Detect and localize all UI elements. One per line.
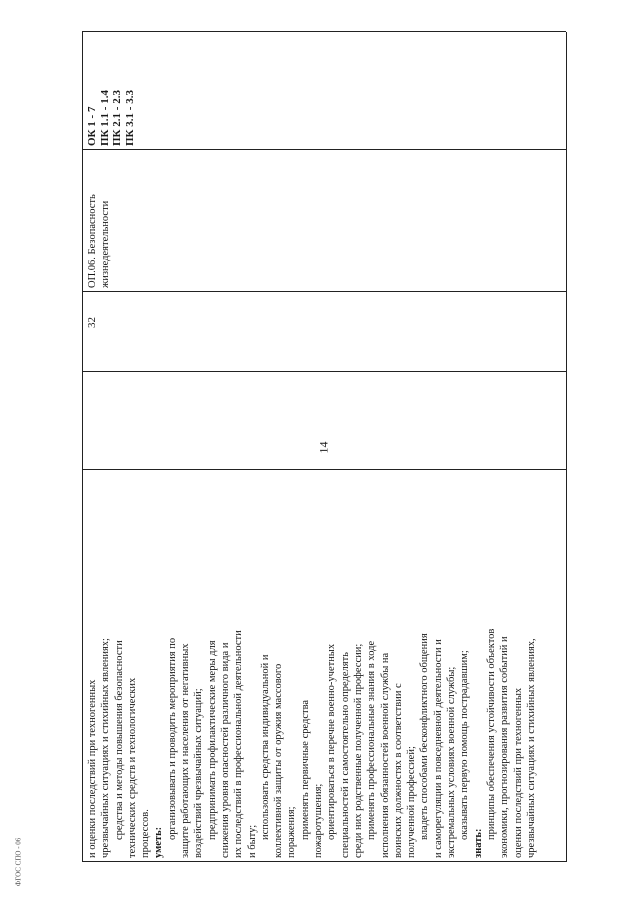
content-line: применять первичные средства [299, 699, 311, 840]
content-line: поражения; [286, 806, 298, 858]
content-line: использовать средства индивидуальной и [259, 654, 271, 840]
content-line: оказывать первую помощь пострадавшим; [459, 650, 471, 840]
content-line: средства и методы повышения безопасности [113, 640, 125, 840]
footer-code: ФГОС СПО - 06 [14, 837, 23, 887]
table-column-divider [82, 469, 566, 470]
table-column-divider [82, 371, 566, 372]
content-line: владеть способами бесконфликтного общения [419, 633, 431, 840]
content-line: технических средств и технологических [126, 677, 138, 858]
content-line: пожаротушения; [313, 783, 325, 858]
rotated-table-block [82, 32, 566, 862]
content-cell [86, 472, 538, 858]
competency-code: ПК 3.1 - 3.3 [123, 90, 136, 146]
content-line: и быту; [246, 824, 258, 858]
content-line: полученной профессией; [406, 746, 418, 858]
subject-name: ОП.06. Безопасность жизнедеятельности [87, 194, 111, 288]
table-border-left [82, 861, 566, 862]
table-column-divider [82, 149, 566, 150]
hours-value: 32 [86, 317, 98, 328]
content-line: организовывать и проводить мероприятия по [166, 637, 178, 840]
competency-code: ОК 1 - 7 [86, 106, 98, 146]
competency-codes [86, 36, 136, 146]
content-line: среди них родственные полученной профессии; [352, 643, 364, 858]
table-column-divider [82, 291, 566, 292]
content-line: применять профессиональные знания в ходе [366, 640, 378, 840]
content-line: исполнения обязанностей военной службы на [379, 652, 391, 858]
content-line: уметь: [153, 826, 165, 858]
content-line: защите работающих и населения от негативных [180, 643, 192, 858]
content-line: и саморегуляции в повседневной деятельности и [432, 639, 444, 858]
content-line: ориентироваться в перечне военно-учетных [326, 643, 338, 840]
competency-code: ПК 1.1 - 1.4 [98, 90, 111, 146]
content-line: их последствий в профессиональной деятельности [233, 630, 245, 858]
content-line: специальностей и самостоятельно определять [339, 652, 351, 858]
content-line: процессов. [140, 809, 152, 858]
table-border-right [82, 31, 566, 32]
content-line: экстремальных условиях военной службы; [446, 666, 458, 858]
table-border-bottom [566, 32, 567, 862]
content-line: коллективной защиты от оружия массового [273, 663, 285, 858]
content-line: и оценки последствий при техногенных [87, 679, 98, 858]
content-line: оценки последствий при техногенных [512, 687, 524, 858]
table-border-top [82, 32, 83, 862]
competency-code: ПК 2.1 - 2.3 [111, 90, 123, 146]
content-line: экономики, прогнозирования развития событий и [499, 636, 511, 858]
content-line: знать: [472, 828, 484, 858]
content-line: воздействий чрезвычайных ситуаций; [193, 688, 205, 858]
content-line: снижения уровня опасностей различного вида и [219, 642, 231, 858]
content-line: чрезвычайных ситуациях и стихийных явлениях; [100, 638, 112, 858]
content-line: чрезвычайных ситуациях и стихийных явлениях, [525, 638, 537, 858]
content-line: принципы обеспечения устойчивости объектов [485, 628, 497, 840]
curriculum-table [82, 32, 566, 862]
page-number: 14 [316, 441, 331, 454]
content-line: воинских должностях в соответствии с [392, 683, 404, 858]
content-line: предпринимать профилактические меры для [206, 640, 218, 840]
